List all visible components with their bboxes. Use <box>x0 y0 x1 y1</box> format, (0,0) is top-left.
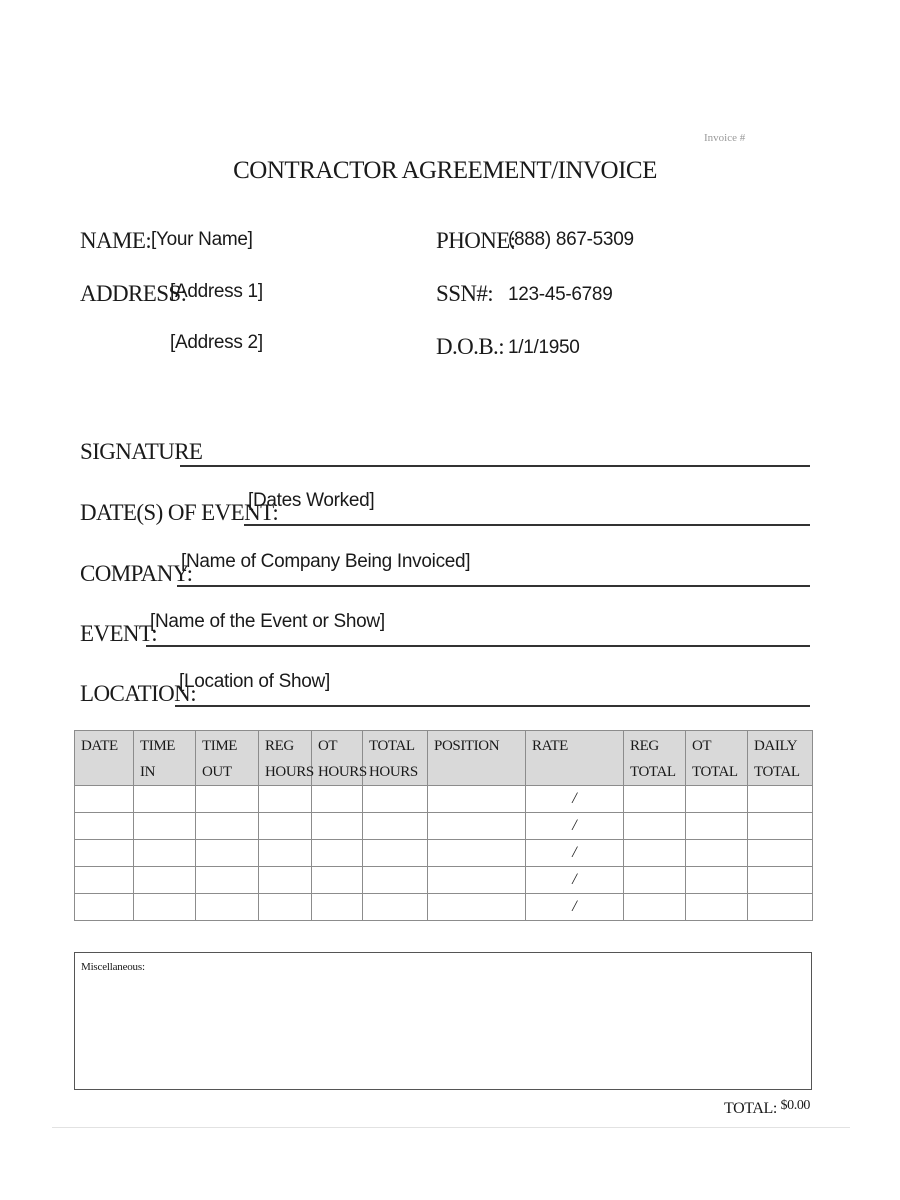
location-field[interactable]: [Location of Show] <box>179 671 330 692</box>
table-cell[interactable] <box>196 813 259 840</box>
table-cell[interactable] <box>624 813 686 840</box>
event-line <box>146 645 810 647</box>
miscellaneous-label: Miscellaneous: <box>81 961 145 973</box>
table-cell[interactable] <box>75 894 134 921</box>
table-cell[interactable] <box>196 867 259 894</box>
table-cell[interactable] <box>259 894 312 921</box>
table-cell[interactable] <box>312 867 363 894</box>
name-field[interactable]: [Your Name] <box>151 229 253 250</box>
invoice-number-label: Invoice # <box>704 132 746 144</box>
table-cell[interactable] <box>428 867 526 894</box>
company-label: COMPANY: <box>80 561 193 586</box>
table-cell[interactable] <box>748 867 813 894</box>
ssn-field[interactable]: 123-45-6789 <box>508 284 613 305</box>
table-cell[interactable] <box>312 840 363 867</box>
column-header: REG HOURS <box>259 731 312 786</box>
table-cell[interactable] <box>624 894 686 921</box>
column-header: DATE <box>75 731 134 786</box>
dates-field[interactable]: [Dates Worked] <box>248 490 375 511</box>
dates-row <box>80 486 810 526</box>
table-cell[interactable] <box>624 840 686 867</box>
table-cell[interactable] <box>428 786 526 813</box>
table-cell[interactable]: / <box>526 867 624 894</box>
table-cell[interactable]: / <box>526 813 624 840</box>
table-cell[interactable] <box>134 813 196 840</box>
table-cell[interactable] <box>134 867 196 894</box>
phone-field[interactable]: (888) 867-5309 <box>508 229 634 250</box>
table-header-row <box>75 731 813 786</box>
table-cell[interactable] <box>748 786 813 813</box>
column-header: TIME OUT <box>196 731 259 786</box>
company-line <box>177 585 810 587</box>
table-cell[interactable] <box>134 894 196 921</box>
signature-row <box>80 427 810 467</box>
page-divider <box>52 1127 850 1128</box>
table-cell[interactable] <box>196 786 259 813</box>
table-cell[interactable] <box>259 786 312 813</box>
event-label: EVENT: <box>80 621 158 646</box>
table-cell[interactable] <box>748 813 813 840</box>
table-cell[interactable] <box>75 786 134 813</box>
table-cell[interactable] <box>312 786 363 813</box>
total-amount: $0.00 <box>780 1098 811 1113</box>
total-label: TOTAL: <box>724 1100 777 1117</box>
dob-field[interactable]: 1/1/1950 <box>508 337 580 358</box>
hours-table <box>74 730 813 921</box>
table-cell[interactable]: / <box>526 786 624 813</box>
table-row <box>75 840 813 867</box>
column-header: TIME IN <box>134 731 196 786</box>
column-header: RATE <box>526 731 624 786</box>
grand-total <box>724 1100 810 1118</box>
dates-label: DATE(S) OF EVENT: <box>80 500 279 525</box>
miscellaneous-box[interactable] <box>74 952 812 1090</box>
column-header: POSITION <box>428 731 526 786</box>
dates-line <box>244 524 810 526</box>
table-cell[interactable] <box>134 840 196 867</box>
table-cell[interactable] <box>428 894 526 921</box>
table-cell[interactable] <box>259 813 312 840</box>
dob-label: D.O.B.: <box>436 334 505 359</box>
table-cell[interactable] <box>363 813 428 840</box>
table-cell[interactable] <box>363 867 428 894</box>
table-cell[interactable] <box>624 867 686 894</box>
table-cell[interactable] <box>686 786 748 813</box>
table-cell[interactable] <box>624 786 686 813</box>
column-header: REG TOTAL <box>624 731 686 786</box>
company-field[interactable]: [Name of Company Being Invoiced] <box>181 551 471 572</box>
table-row <box>75 867 813 894</box>
phone-label: PHONE: <box>436 228 516 253</box>
table-cell[interactable] <box>363 840 428 867</box>
table-cell[interactable] <box>363 786 428 813</box>
table-row <box>75 894 813 921</box>
signature-label: SIGNATURE <box>80 439 203 464</box>
location-label: LOCATION: <box>80 681 196 706</box>
signature-line[interactable] <box>180 465 810 467</box>
company-row <box>80 547 810 587</box>
column-header: DAILY TOTAL <box>748 731 813 786</box>
page-title: CONTRACTOR AGREEMENT/INVOICE <box>233 157 657 184</box>
column-header: OT TOTAL <box>686 731 748 786</box>
column-header: TOTAL HOURS <box>363 731 428 786</box>
column-header: OT HOURS <box>312 731 363 786</box>
address-label: ADDRESS: <box>80 281 187 306</box>
table-cell[interactable] <box>748 894 813 921</box>
table-cell[interactable] <box>312 894 363 921</box>
table-cell[interactable]: / <box>526 840 624 867</box>
table-cell[interactable] <box>686 840 748 867</box>
table-cell[interactable] <box>75 813 134 840</box>
table-cell[interactable] <box>134 786 196 813</box>
table-cell[interactable] <box>686 867 748 894</box>
event-row <box>80 607 810 647</box>
address1-field[interactable]: [Address 1] <box>170 281 263 302</box>
table-cell[interactable]: / <box>526 894 624 921</box>
table-cell[interactable] <box>259 840 312 867</box>
table-cell[interactable] <box>428 840 526 867</box>
table-cell[interactable] <box>75 840 134 867</box>
table-cell[interactable] <box>259 867 312 894</box>
table-cell[interactable] <box>428 813 526 840</box>
table-cell[interactable] <box>196 840 259 867</box>
event-field[interactable]: [Name of the Event or Show] <box>150 611 385 632</box>
table-cell[interactable] <box>748 840 813 867</box>
location-row <box>80 667 810 707</box>
name-label: NAME: <box>80 228 152 253</box>
table-cell[interactable] <box>363 894 428 921</box>
table-row <box>75 813 813 840</box>
table-cell[interactable] <box>196 894 259 921</box>
location-line <box>175 705 810 707</box>
ssn-label: SSN#: <box>436 281 494 306</box>
table-cell[interactable] <box>312 813 363 840</box>
table-cell[interactable] <box>75 867 134 894</box>
table-row <box>75 786 813 813</box>
table-cell[interactable] <box>686 813 748 840</box>
table-cell[interactable] <box>686 894 748 921</box>
address2-field[interactable]: [Address 2] <box>170 332 263 353</box>
